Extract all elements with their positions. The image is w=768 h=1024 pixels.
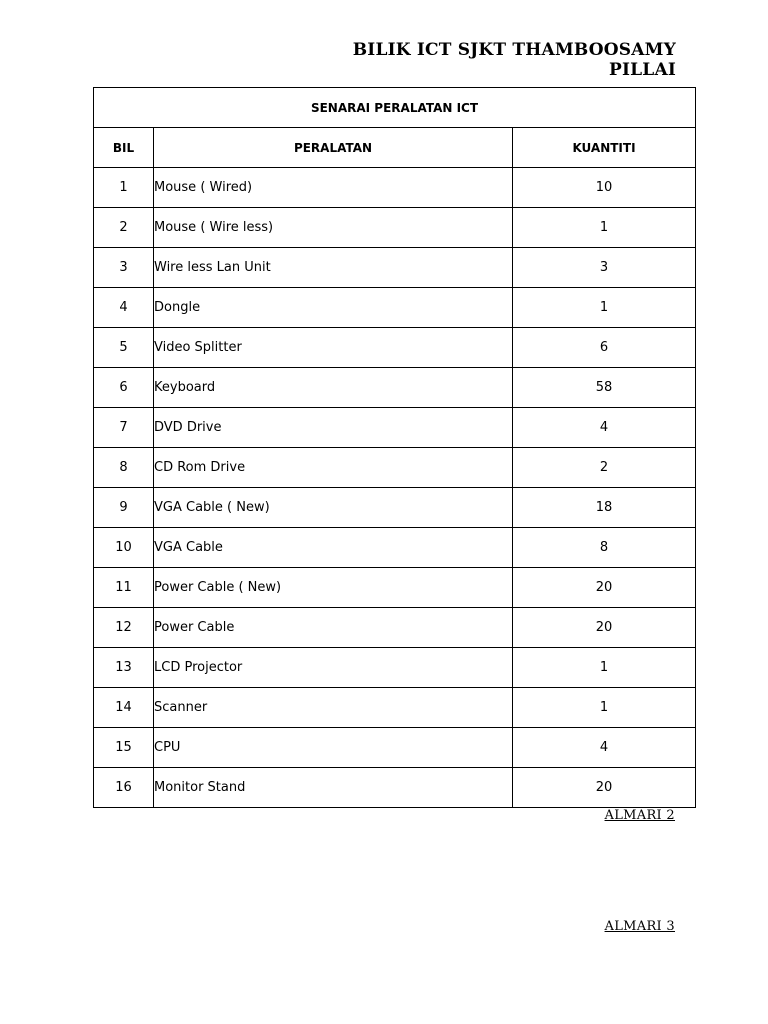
table-header-row bbox=[94, 128, 696, 168]
table-row bbox=[94, 568, 696, 608]
row-peralatan-cell: Dongle bbox=[154, 288, 513, 328]
row-kuantiti-cell: 10 bbox=[513, 168, 696, 208]
row-peralatan-cell: Mouse ( Wired) bbox=[154, 168, 513, 208]
table-row bbox=[94, 648, 696, 688]
row-peralatan-cell: Video Splitter bbox=[154, 328, 513, 368]
row-kuantiti-cell: 6 bbox=[513, 328, 696, 368]
row-kuantiti-cell: 4 bbox=[513, 728, 696, 768]
row-bil-cell: 15 bbox=[94, 728, 154, 768]
row-peralatan-cell: CPU bbox=[154, 728, 513, 768]
row-kuantiti-cell: 1 bbox=[513, 208, 696, 248]
row-bil-cell: 3 bbox=[94, 248, 154, 288]
table-body bbox=[94, 168, 696, 808]
table-caption: SENARAI PERALATAN ICT bbox=[94, 88, 696, 128]
row-kuantiti-cell: 18 bbox=[513, 488, 696, 528]
almari-2-label: ALMARI 2 bbox=[604, 808, 675, 823]
row-kuantiti-cell: 58 bbox=[513, 368, 696, 408]
almari-3-label: ALMARI 3 bbox=[604, 919, 675, 934]
table-row bbox=[94, 448, 696, 488]
row-peralatan-cell: CD Rom Drive bbox=[154, 448, 513, 488]
table-caption-row bbox=[94, 88, 696, 128]
row-bil-cell: 16 bbox=[94, 768, 154, 808]
table-row bbox=[94, 688, 696, 728]
row-kuantiti-cell: 20 bbox=[513, 568, 696, 608]
row-peralatan-cell: Power Cable ( New) bbox=[154, 568, 513, 608]
row-peralatan-cell: VGA Cable ( New) bbox=[154, 488, 513, 528]
row-kuantiti-cell: 20 bbox=[513, 768, 696, 808]
table-row bbox=[94, 728, 696, 768]
row-bil-cell: 6 bbox=[94, 368, 154, 408]
row-kuantiti-cell: 1 bbox=[513, 648, 696, 688]
row-bil-cell: 9 bbox=[94, 488, 154, 528]
row-bil-cell: 10 bbox=[94, 528, 154, 568]
table-row bbox=[94, 368, 696, 408]
table-row bbox=[94, 408, 696, 448]
row-bil-cell: 12 bbox=[94, 608, 154, 648]
table-row bbox=[94, 248, 696, 288]
row-kuantiti-cell: 8 bbox=[513, 528, 696, 568]
row-kuantiti-cell: 1 bbox=[513, 688, 696, 728]
column-header-peralatan: PERALATAN bbox=[154, 128, 513, 168]
table-row bbox=[94, 288, 696, 328]
row-peralatan-cell: Keyboard bbox=[154, 368, 513, 408]
row-peralatan-cell: Power Cable bbox=[154, 608, 513, 648]
row-bil-cell: 11 bbox=[94, 568, 154, 608]
row-peralatan-cell: Mouse ( Wire less) bbox=[154, 208, 513, 248]
table-row bbox=[94, 488, 696, 528]
row-kuantiti-cell: 20 bbox=[513, 608, 696, 648]
row-kuantiti-cell: 3 bbox=[513, 248, 696, 288]
column-header-bil: BIL bbox=[94, 128, 154, 168]
table-row bbox=[94, 528, 696, 568]
table-row bbox=[94, 328, 696, 368]
row-kuantiti-cell: 1 bbox=[513, 288, 696, 328]
row-peralatan-cell: VGA Cable bbox=[154, 528, 513, 568]
row-bil-cell: 7 bbox=[94, 408, 154, 448]
row-peralatan-cell: Scanner bbox=[154, 688, 513, 728]
row-peralatan-cell: Wire less Lan Unit bbox=[154, 248, 513, 288]
equipment-table bbox=[93, 87, 696, 808]
row-bil-cell: 4 bbox=[94, 288, 154, 328]
row-bil-cell: 13 bbox=[94, 648, 154, 688]
column-header-kuantiti: KUANTITI bbox=[513, 128, 696, 168]
row-peralatan-cell: Monitor Stand bbox=[154, 768, 513, 808]
row-bil-cell: 8 bbox=[94, 448, 154, 488]
row-bil-cell: 14 bbox=[94, 688, 154, 728]
table-row bbox=[94, 168, 696, 208]
row-bil-cell: 2 bbox=[94, 208, 154, 248]
row-peralatan-cell: LCD Projector bbox=[154, 648, 513, 688]
row-bil-cell: 1 bbox=[94, 168, 154, 208]
table-row bbox=[94, 208, 696, 248]
row-peralatan-cell: DVD Drive bbox=[154, 408, 513, 448]
row-kuantiti-cell: 4 bbox=[513, 408, 696, 448]
row-kuantiti-cell: 2 bbox=[513, 448, 696, 488]
document-title: BILIK ICT SJKT THAMBOOSAMY PILLAI bbox=[352, 40, 676, 80]
table-row bbox=[94, 608, 696, 648]
row-bil-cell: 5 bbox=[94, 328, 154, 368]
table-row bbox=[94, 768, 696, 808]
